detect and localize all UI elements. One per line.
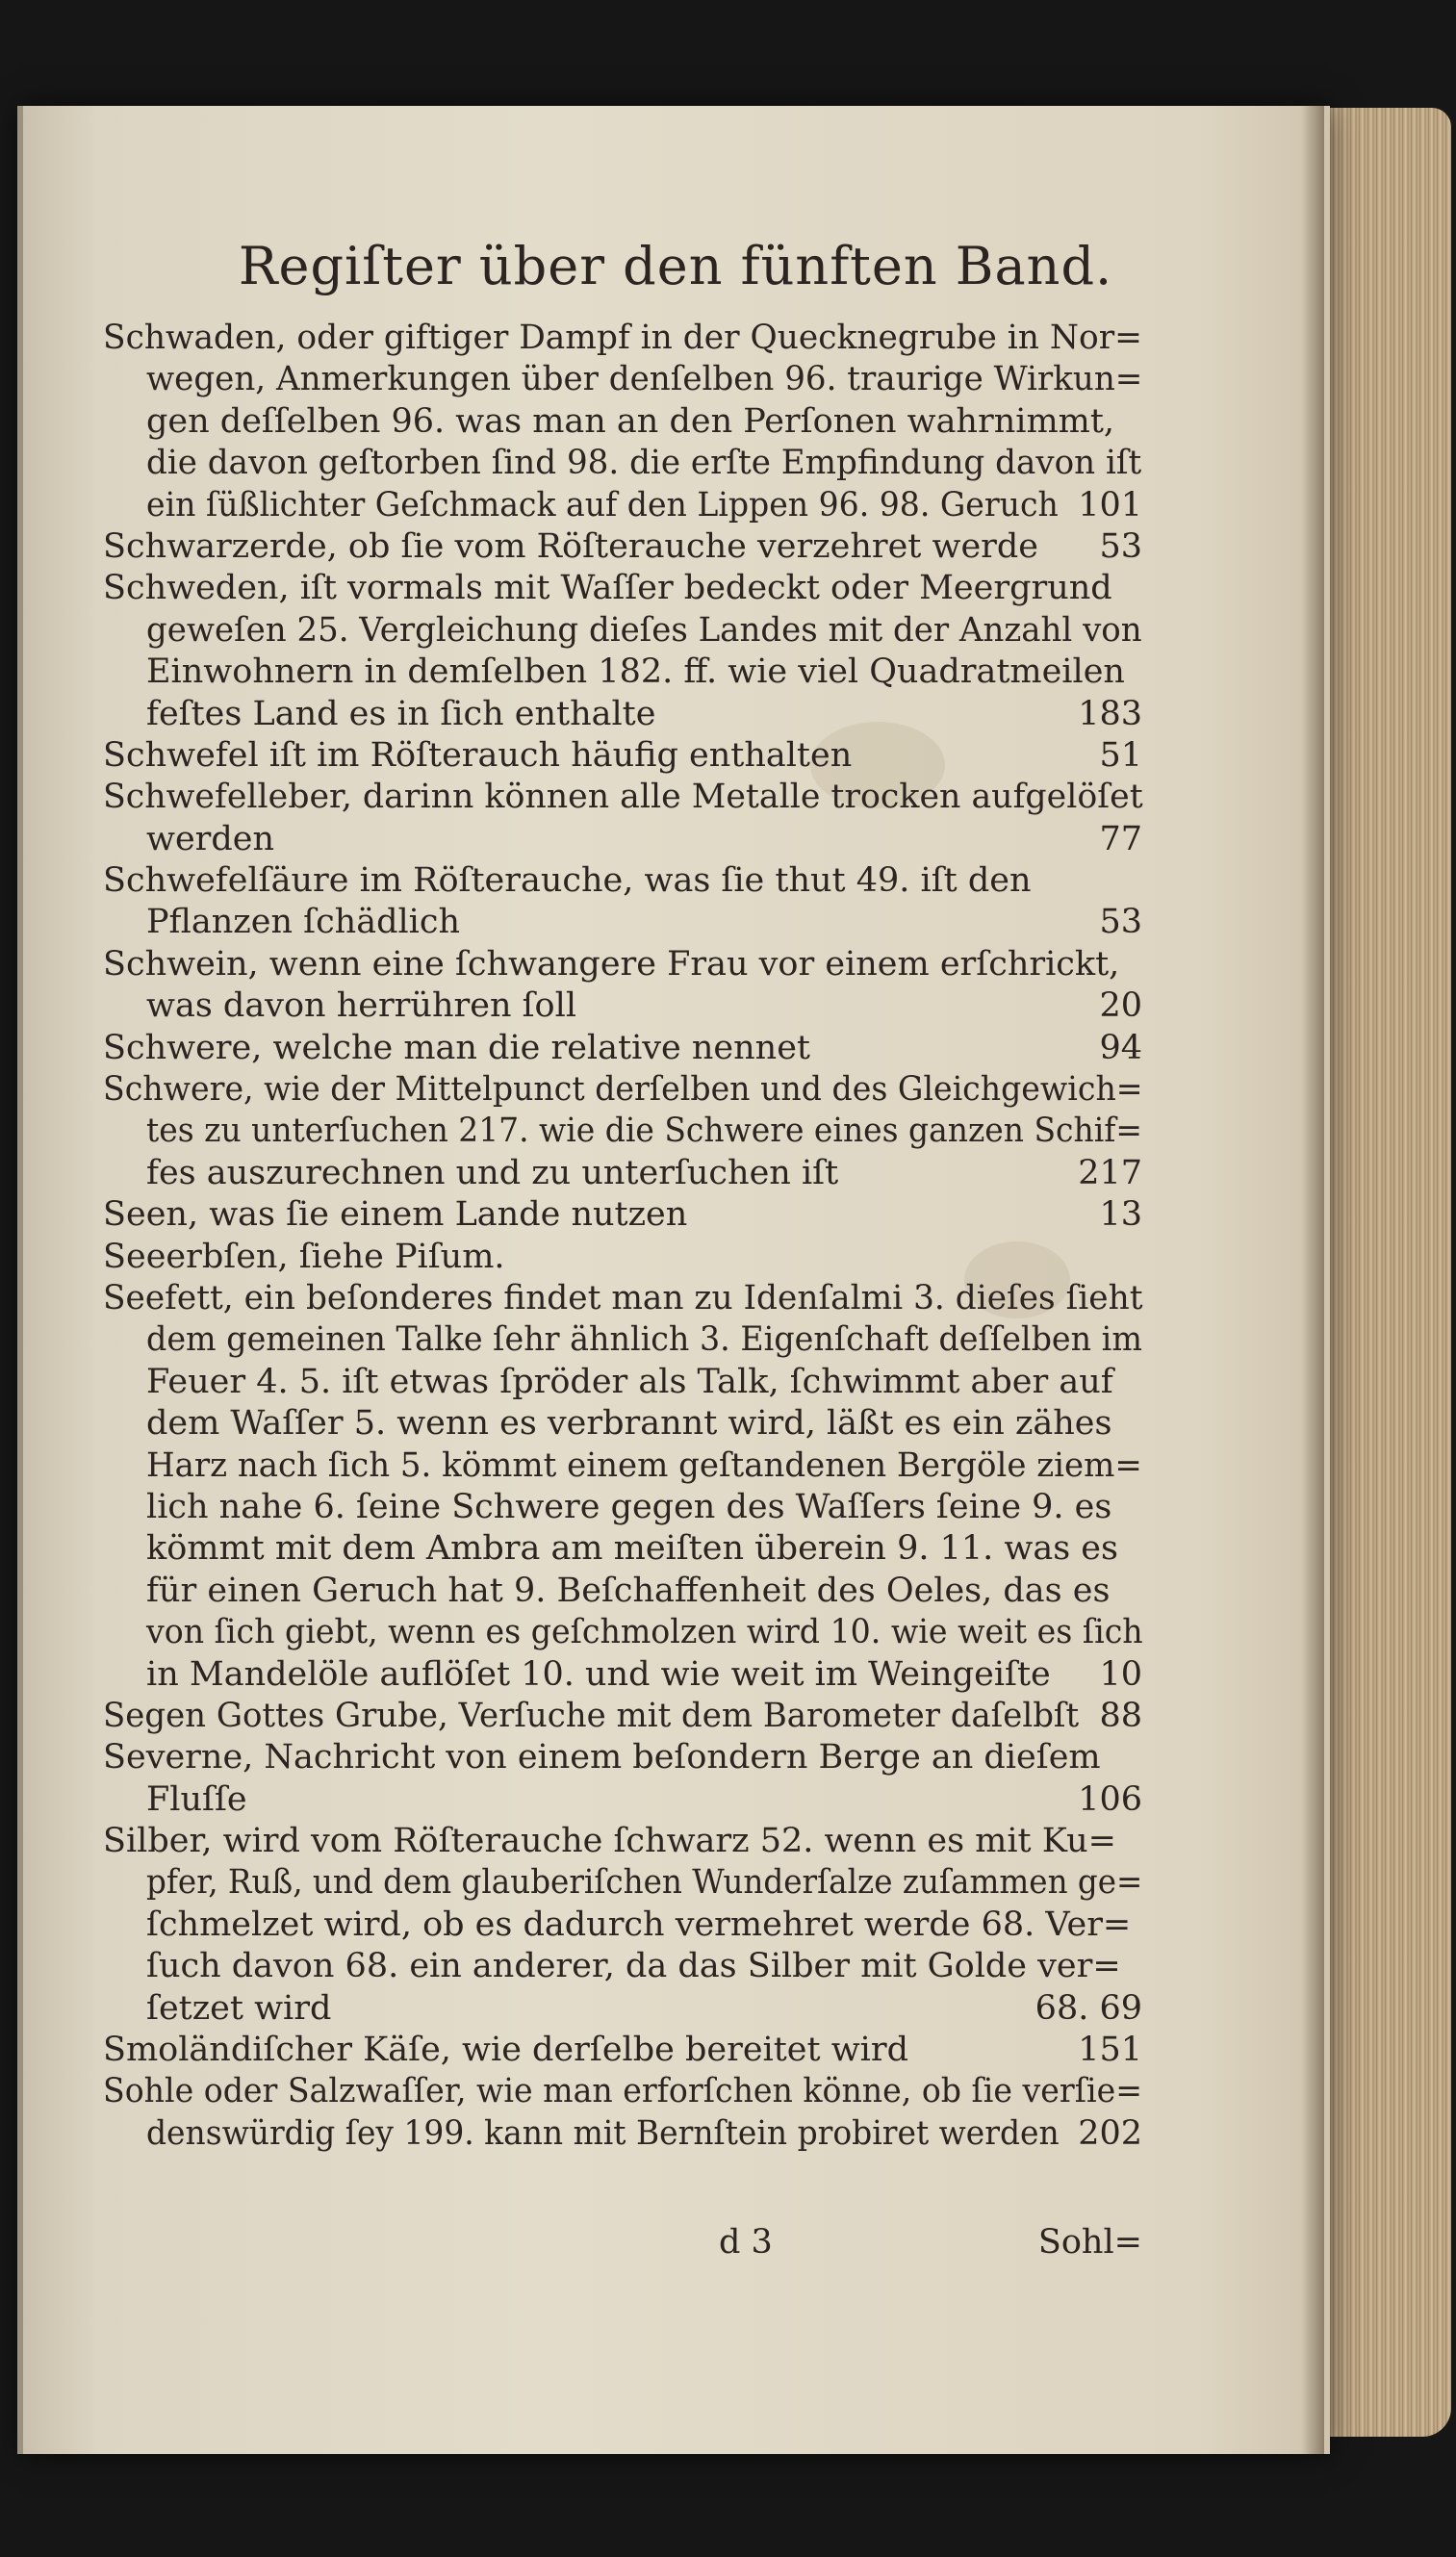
entry-head-line — [103, 1069, 1142, 1111]
index-entry — [103, 318, 1142, 526]
entry-head-line — [103, 860, 1142, 902]
entry-text: für einen Geruch hat 9. Beſchaffenheit des Oeles, das es — [146, 1571, 1111, 1610]
entry-text: Segen Gottes Grube, Verſuche mit dem Barometer daſelbſt — [103, 1696, 1080, 1735]
entry-text: kömmt mit dem Ambra am meiſten überein 9. 11. was es — [146, 1529, 1118, 1569]
index-entry — [103, 777, 1142, 860]
entry-text: Seen, was ſie einem Lande nutzen — [103, 1195, 688, 1235]
entry-text: Schwefelleber, darinn können alle Metalle trocken aufgelöſet — [103, 778, 1143, 817]
entry-head-line — [103, 526, 1142, 568]
entry-continuation-line — [103, 1612, 1142, 1653]
entry-head-line — [103, 777, 1142, 818]
index-entry — [103, 2071, 1142, 2155]
page-reference: 51 — [1099, 735, 1142, 775]
entry-text: denswürdig ſey 199. kann mit Bernſtein probiret werden — [146, 2113, 1060, 2153]
entry-text: Silber, wird vom Röſterauche ſchwarz 52. wenn es mit Ku= — [103, 1822, 1116, 1861]
index-entry — [103, 1696, 1142, 1737]
index-entry — [103, 1821, 1142, 2030]
index-entry — [103, 568, 1142, 735]
entry-text: Fluſſe — [146, 1779, 247, 1819]
index-entry — [103, 526, 1142, 568]
entry-head-line — [103, 1696, 1142, 1737]
entry-text: feſtes Land es in ſich enthalte — [146, 694, 656, 733]
page-reference: 53 — [1099, 526, 1142, 566]
entry-text: Schwere, welche man die relative nennet — [103, 1028, 810, 1067]
entry-head-line — [103, 735, 1142, 777]
entry-text: Seeerbſen, ſiehe Piſum. — [103, 1237, 505, 1276]
page-footer — [103, 2223, 1142, 2271]
entry-text: Schwere, wie der Mittelpunct derſelben und des Gleichgewich= — [103, 1070, 1143, 1110]
entry-text: Schwefel iſt im Röſterauch häufig enthalten — [103, 735, 853, 775]
entry-text: Severne, Nachricht von einem beſondern Berge an dieſem — [103, 1738, 1101, 1777]
entry-text: Seefett, ein beſonderes findet man zu Idenſalmi 3. dieſes ſieht — [103, 1278, 1143, 1317]
page-reference: 20 — [1099, 986, 1142, 1026]
entry-text: was davon herrühren ſoll — [146, 986, 577, 1026]
entry-head-line — [103, 2071, 1142, 2112]
entry-continuation-line — [103, 1862, 1142, 1904]
entry-text: die davon geſtorben ſind 98. die erſte Empfindung davon iſt — [146, 444, 1142, 483]
entry-head-line — [103, 318, 1142, 359]
entry-text: Schwarzerde, ob ſie vom Röſterauche verzehret werde — [103, 526, 1039, 566]
book-page — [21, 106, 1330, 2454]
index-entry — [103, 1194, 1142, 1236]
page-reference: 202 — [1078, 2113, 1142, 2153]
entry-continuation-line — [103, 902, 1142, 943]
entry-text: Pflanzen ſchädlich — [146, 903, 461, 942]
page-reference: 10 — [1099, 1654, 1142, 1694]
entry-text: werden — [146, 819, 275, 858]
entry-text: dem Waſſer 5. wenn es verbrannt wird, läßt es ein zähes — [146, 1404, 1112, 1444]
entry-text: Harz nach ſich 5. kömmt einem geſtandenen Bergöle ziem= — [146, 1445, 1142, 1485]
entry-continuation-line — [103, 1487, 1142, 1528]
entry-text: ſuch davon 68. ein anderer, da das Silber mit Golde ver= — [146, 1947, 1121, 1986]
entry-head-line — [103, 1028, 1142, 1069]
entry-continuation-line — [103, 1445, 1142, 1487]
entry-continuation-line — [103, 485, 1142, 526]
entry-text: Schwefelſäure im Röſterauche, was ſie thut 49. iſt den — [103, 861, 1032, 901]
entry-continuation-line — [103, 401, 1142, 443]
index-entry — [103, 1737, 1142, 1821]
page-reference: 183 — [1078, 694, 1142, 733]
entry-head-line — [103, 1278, 1142, 1319]
entry-continuation-line — [103, 1905, 1142, 1946]
entry-text: pfer, Ruß, und dem glauberiſchen Wunderſalze zuſammen ge= — [146, 1863, 1143, 1903]
entry-text: von ſich giebt, wenn es geſchmolzen wird 10. wie weit es ſich — [146, 1613, 1143, 1652]
entry-text: Einwohnern in demſelben 182. ff. wie viel Quadratmeilen — [146, 652, 1125, 692]
entry-continuation-line — [103, 443, 1142, 484]
index-entry — [103, 1278, 1142, 1696]
entry-continuation-line — [103, 985, 1142, 1027]
entry-continuation-line — [103, 2113, 1142, 2155]
catchword: Sohl= — [1037, 2223, 1142, 2262]
entry-text: lich nahe 6. ſeine Schwere gegen des Waſſers ſeine 9. es — [146, 1487, 1112, 1526]
page-reference: 13 — [1099, 1195, 1142, 1235]
entry-continuation-line — [103, 359, 1142, 400]
page-reference: 94 — [1099, 1028, 1142, 1067]
entry-head-line — [103, 944, 1142, 985]
entry-head-line — [103, 568, 1142, 609]
page-shadow — [1301, 106, 1324, 2454]
entry-continuation-line — [103, 1571, 1142, 1612]
entry-continuation-line — [103, 819, 1142, 860]
entry-text: Smoländiſcher Käſe, wie derſelbe bereitet wird — [103, 2031, 908, 2070]
entry-continuation-line — [103, 652, 1142, 693]
entry-text: dem gemeinen Talke ſehr ähnlich 3. Eigenſchaft deſſelben im — [146, 1320, 1142, 1360]
page-content — [21, 106, 1330, 2454]
entry-continuation-line — [103, 1654, 1142, 1696]
page-reference: 88 — [1099, 1696, 1142, 1735]
entry-head-line — [103, 2030, 1142, 2071]
entry-continuation-line — [103, 1319, 1142, 1361]
index-entry — [103, 860, 1142, 944]
index-entry — [103, 1069, 1142, 1194]
entry-text: tes zu unterſuchen 217. wie die Schwere eines ganzen Schif= — [146, 1112, 1143, 1151]
entry-continuation-line — [103, 1153, 1142, 1194]
entry-text: gen deſſelben 96. was man an den Perſonen wahrnimmt, — [146, 401, 1115, 441]
signature-mark: d 3 — [719, 2223, 773, 2262]
page-reference: 68. 69 — [1035, 1988, 1142, 2028]
page-reference: 151 — [1078, 2031, 1142, 2070]
page-title: Regiſter über den fünften Band. — [238, 236, 1113, 296]
spine — [17, 106, 23, 2454]
entry-head-line — [103, 1737, 1142, 1778]
entry-head-line — [103, 1194, 1142, 1236]
entry-text: ſetzet wird — [146, 1988, 332, 2028]
entry-continuation-line — [103, 694, 1142, 735]
page-reference: 106 — [1078, 1779, 1142, 1819]
entry-text: Schweden, iſt vormals mit Waſſer bedeckt oder Meergrund — [103, 569, 1112, 608]
entry-continuation-line — [103, 1946, 1142, 1987]
page-reference: 53 — [1099, 903, 1142, 942]
entry-continuation-line — [103, 1779, 1142, 1821]
index-entry — [103, 2030, 1142, 2071]
entry-text: Feuer 4. 5. iſt etwas ſpröder als Talk, ſchwimmt aber auf — [146, 1362, 1113, 1401]
entry-head-line — [103, 1821, 1142, 1862]
entry-text: ein ſüßlichter Geſchmack auf den Lippen 96. 98. Geruch — [146, 485, 1059, 524]
index-entry — [103, 735, 1142, 777]
entry-text: Schwaden, oder giftiger Dampf in der Quecknegrube in Nor= — [103, 319, 1142, 357]
entry-continuation-line — [103, 1111, 1142, 1152]
entry-continuation-line — [103, 1403, 1142, 1445]
index-entry — [103, 1237, 1142, 1278]
entry-continuation-line — [103, 610, 1142, 652]
entry-continuation-line — [103, 1362, 1142, 1403]
entry-text: fes auszurechnen und zu unterſuchen iſt — [146, 1153, 839, 1192]
entry-continuation-line — [103, 1988, 1142, 2030]
page-reference: 217 — [1078, 1153, 1142, 1192]
entry-head-line — [103, 1237, 1142, 1278]
entry-text: Schwein, wenn eine ſchwangere Frau vor einem erſchrickt, — [103, 944, 1120, 984]
index-entry — [103, 1028, 1142, 1069]
entry-text: in Mandelöle auflöſet 10. und wie weit im Weingeiſte — [146, 1654, 1051, 1694]
index-entry — [103, 944, 1142, 1028]
entry-text: wegen, Anmerkungen über denſelben 96. traurige Wirkun= — [146, 360, 1143, 399]
entry-text: ſchmelzet wird, ob es dadurch vermehret werde 68. Ver= — [146, 1905, 1132, 1944]
index-entries — [103, 318, 1142, 2155]
page-edges — [1316, 108, 1451, 2437]
entry-text: geweſen 25. Vergleichung dieſes Landes mit der Anzahl von — [146, 610, 1142, 650]
page-reference: 77 — [1099, 819, 1142, 858]
entry-continuation-line — [103, 1528, 1142, 1570]
entry-text: Sohle oder Salzwaſſer, wie man erforſchen könne, ob ſie verſie= — [103, 2072, 1143, 2111]
page-reference: 101 — [1078, 485, 1142, 524]
